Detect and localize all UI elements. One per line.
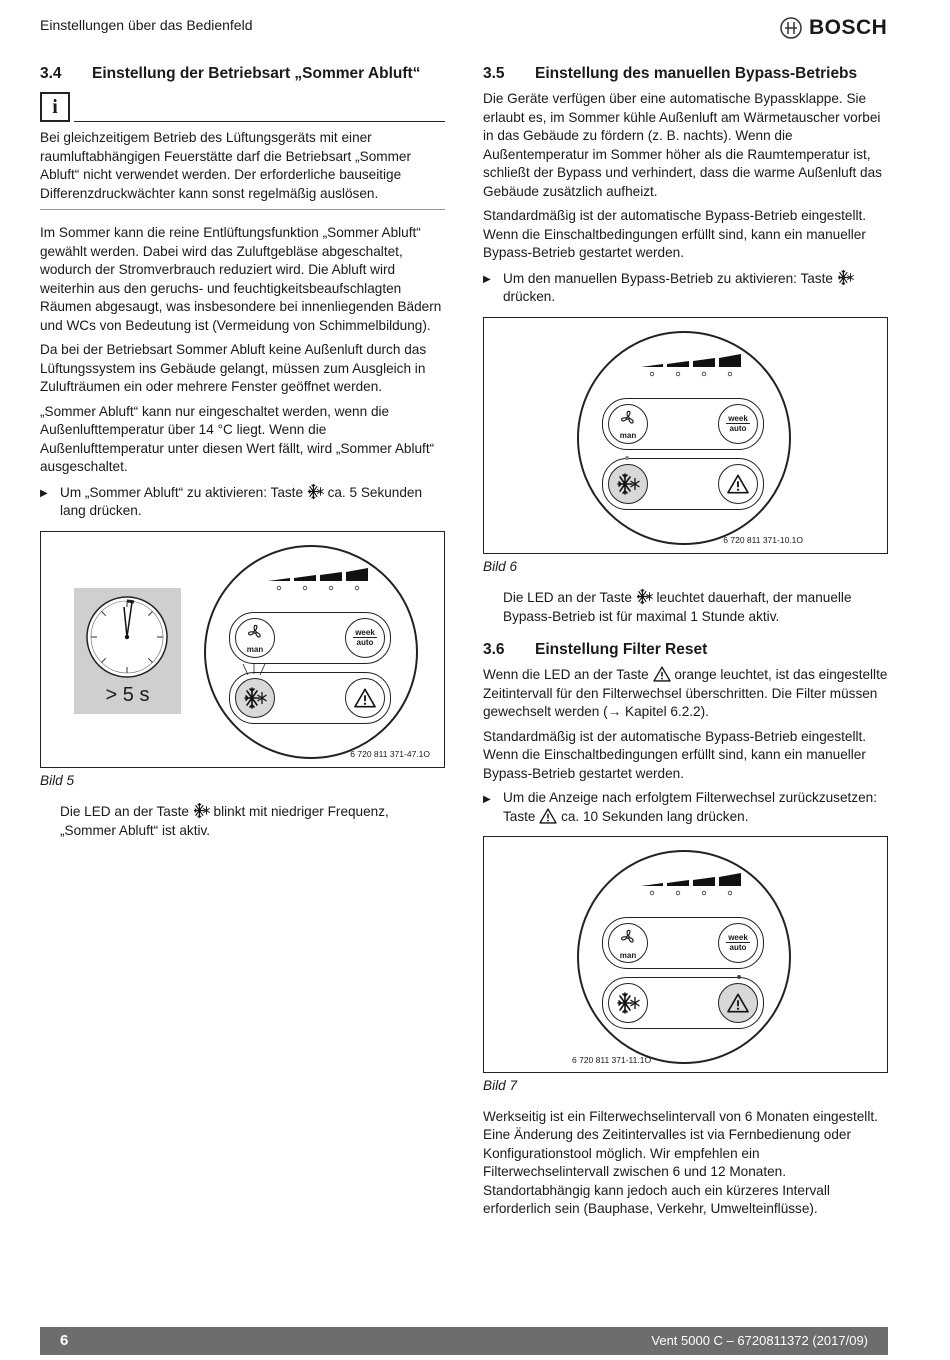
warning-triangle-icon [653,666,671,682]
auto-label: auto [356,637,374,647]
step-arrow-icon: ▶ [483,794,491,805]
figure-code: 6 720 811 371-10.1O [723,535,803,545]
fan-icon [619,928,637,946]
panel-bottom-row [602,977,764,1029]
info-note [40,92,445,210]
warning-triangle-icon [354,688,376,708]
figure-explanation: Die LED an der Taste leuchtet dauerhaft, der manuelle Bypass-Betrieb ist für maximal 1 Stunde aktiv. [503,590,852,624]
figure-explanation: Die LED an der Taste blinkt mit niedriger Frequenz, „Sommer Abluft“ ist aktiv. [60,804,389,838]
figure-5 [40,531,445,768]
filter-warning-button[interactable] [345,678,385,718]
section-number: 3.4 [40,65,62,82]
step-arrow-icon: ▶ [40,487,48,499]
right-column [483,64,888,1225]
week-label: week [728,933,748,942]
control-panel [577,850,791,1064]
info-icon: i [40,92,70,122]
timer-illustration [74,588,181,714]
snowflake-bypass-icon [193,802,210,819]
fan-man-button[interactable] [608,404,648,444]
bypass-button[interactable] [608,464,648,504]
man-label: man [619,950,637,960]
paragraph: Die Geräte verfügen über eine automatische Bypassklappe. Sie erlaubt es, im Sommer kühle Außenluft am Wärmetauscher vorbei in das Gebäude zu fördern (z. B. nachts). Wenn die Außentemperatur im Sommer höher als die Raumtemperatur ist, schließt der Bypass und verhindert, dass die warme Außenluft das Gebäude zusätzlich aufheizt. [483,91,882,199]
left-column [40,64,445,846]
filter-warning-button[interactable] [718,464,758,504]
snowflake-bypass-icon [636,588,653,605]
instruction-step: ▶ Um die Anzeige nach erfolgtem Filterwechsel zurückzusetzen: Taste ca. 10 Sekunden lang drücken. [483,789,888,826]
led-blink-rays [239,663,269,677]
step-text: ca. 5 Sekunden lang drücken. [60,484,423,518]
brand-name: BOSCH [809,16,888,39]
step-arrow-icon: ▶ [483,273,491,285]
header-title: Einstellungen über das Bedienfeld [40,17,253,33]
snowflake-bypass-icon [616,472,640,496]
paragraph: Standardmäßig ist der automatische Bypass-Betrieb eingestellt. Wenn die Einschaltbedingungen erfüllt sind, kann ein manueller Bypass-Betrieb gestartet werden. [483,728,867,781]
fan-man-button[interactable] [235,618,275,658]
filter-warning-button[interactable] [718,983,758,1023]
section-3-5-heading: 3.5 Einstellung des manuellen Bypass-Betriebs [483,65,858,82]
warning-triangle-icon [727,993,749,1013]
step-text: Um „Sommer Abluft“ zu aktivieren: Taste [60,484,304,500]
led-indicator [625,456,629,460]
fan-level-bars [639,353,749,377]
paragraph: Da bei der Betriebsart Sommer Abluft keine Außenluft durch das Lüftungssystem ins Gebäude gelangt, müssen zum Ausgleich in Zulufträumen ein oder mehrere Fenster geöffnet werden. [40,342,427,394]
figure-caption: Bild 5 [40,772,75,788]
bypass-button[interactable] [235,678,275,718]
document-id: Vent 5000 C – 6720811372 (2017/09) [651,1333,868,1348]
paragraph: „Sommer Abluft“ kann nur eingeschaltet werden, wenn die Außenlufttemperatur über 14 °C liegt. Wenn die Außenlufttemperatur unter diesen Wert fällt, wird „Sommer Abluft“ ausgeschaltet. [40,403,435,474]
paragraph: Wenn die LED an der Taste orange leuchtet, ist das eingestellte Zeitintervall für den Filterwechsel überschritten. Die Filter müssen gewechselt werden (→ Kapitel 6.2.2). [483,667,888,719]
page-footer [40,1327,888,1355]
warning-triangle-icon [727,474,749,494]
page-number: 6 [60,1332,69,1349]
week-auto-button[interactable] [718,404,758,444]
fan-man-button[interactable] [608,923,648,963]
man-label: man [619,431,637,440]
week-label: week [728,413,748,423]
section-3-6-heading: 3.6 Einstellung Filter Reset [483,641,708,658]
note-rule [74,121,445,122]
snowflake-bypass-icon [837,269,854,286]
bosch-armature-icon [780,17,802,39]
figure-7 [483,836,888,1073]
bosch-logo [780,16,887,40]
auto-label: auto [729,423,747,433]
fan-icon [246,623,264,641]
instruction-step [40,483,445,521]
paragraph: Im Sommer kann die reine Entlüftungsfunktion „Sommer Abluft“ gewählt werden. Dabei wird das Zuluftgebläse abgeschaltet, wodurch der Stromverbrauch reduziert wird. Die Abluft wird weiterhin aus den geruchs- und feuchtigkeitsbeaufschlagten Räumen abgesaugt, was insbesondere bei innenliegenden Bädern und WCs von Bedeutung ist (Vermeidung von Schimmelbildung). [40,225,442,333]
stopwatch-icon [74,588,181,683]
note-text: Bei gleichzeitigem Betrieb des Lüftungsgeräts mit einer raumluftabhängigen Feuerstätte darf die Betriebsart „Sommer Abluft“ nicht verwendet werden. Der erforderliche bauseitige Differenzdruckwächter kann sonst regelmäßig auslösen. [40,122,445,210]
fan-icon [619,409,637,427]
figure-code: 6 720 811 371-47.1O [350,749,430,759]
bypass-button[interactable] [608,983,648,1023]
section-title: Einstellung der Betriebsart „Sommer Abluft“ [92,65,421,82]
snowflake-bypass-icon [307,483,324,500]
week-auto-button[interactable] [345,618,385,658]
figure-6 [483,317,888,554]
figure-caption: Bild 7 [483,1078,518,1093]
panel-bottom-row [229,672,391,724]
panel-top-row [229,612,391,664]
fan-level-bars [639,872,749,896]
snowflake-bypass-icon [616,991,640,1015]
section-3-4-heading [40,64,445,84]
timer-label: > 5 s [105,683,150,706]
week-auto-button[interactable] [718,923,758,963]
instruction-step: ▶ Um den manuellen Bypass-Betrieb zu aktivieren: Taste drücken. [483,269,888,307]
control-panel [204,545,418,759]
snowflake-bypass-icon [243,686,267,710]
week-label: week [355,627,375,637]
panel-top-row [602,398,764,450]
control-panel [577,331,791,545]
man-label: man [246,645,264,654]
paragraph: Standardmäßig ist der automatische Bypass-Betrieb eingestellt. Wenn die Einschaltbedingungen erfüllt sind, kann ein manueller Bypass-Betrieb gestartet werden. [483,208,867,260]
fan-level-bars [266,567,376,591]
figure-code: 6 720 811 371-11.1O [572,1054,652,1065]
auto-label: auto [729,943,747,952]
warning-triangle-icon [539,808,557,824]
panel-bottom-row [602,458,764,510]
led-indicator [737,975,741,979]
panel-top-row [602,917,764,969]
figure-caption: Bild 6 [483,558,518,574]
paragraph: Werkseitig ist ein Filterwechselintervall von 6 Monaten eingestellt. Eine Änderung des Zeitintervalles ist via Fernbedienung oder Konfigurationstool möglich. Wir empfehlen ein Filterwechselintervall zwischen 6 und 12 Monaten. Standortabhängig kann jedoch auch ein kürzeres Intervall erforderlich sein (Bauphase, Verkehr, Umwelteinflüsse). [483,1108,878,1216]
